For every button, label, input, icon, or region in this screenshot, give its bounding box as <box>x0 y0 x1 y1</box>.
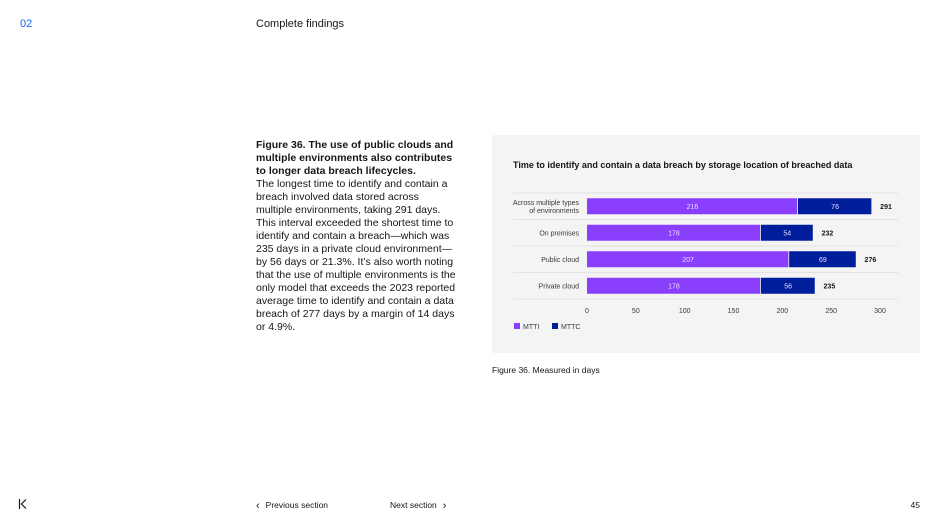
chart-panel <box>492 135 920 353</box>
chevron-left-icon: ‹ <box>256 500 260 512</box>
legend-label: MTTI <box>523 324 540 331</box>
bar-value-label: 76 <box>831 204 839 212</box>
x-tick-label: 50 <box>631 308 640 315</box>
next-section-label: Next section <box>390 500 437 510</box>
bar-total-label: 291 <box>880 204 892 212</box>
bar-value-label: 178 <box>668 230 680 238</box>
category-label: Private cloud <box>538 283 579 291</box>
category-label: On premises <box>539 230 579 238</box>
category-label: Public cloud <box>541 256 579 264</box>
x-tick-label: 250 <box>825 308 838 315</box>
x-tick-label: 200 <box>776 308 789 315</box>
bar-total-label: 232 <box>821 230 834 238</box>
bar-chart <box>492 135 920 353</box>
chevron-right-icon: › <box>442 500 447 512</box>
legend-swatch-mtti <box>514 323 520 329</box>
category-label: of environments <box>529 207 579 215</box>
bar-total-label: 276 <box>864 257 877 265</box>
x-tick-label: 300 <box>874 308 886 315</box>
bar-value-label: 216 <box>686 204 699 212</box>
legend-swatch-mttc <box>552 323 558 329</box>
x-tick-label: 0 <box>585 308 589 315</box>
x-tick-label: 100 <box>678 308 691 315</box>
chart-title: Time to identify and contain a data breach by storage location of breached data <box>513 160 853 170</box>
bar-value-label: 56 <box>784 283 793 291</box>
previous-section-label: Previous section <box>265 500 329 510</box>
bar-total-label: 235 <box>823 283 836 291</box>
previous-section-link[interactable] <box>256 500 328 512</box>
bar-value-label: 69 <box>818 257 827 265</box>
next-section-link[interactable] <box>390 500 446 512</box>
category-label: Across multiple types <box>512 199 579 207</box>
section-number: 02 <box>20 18 33 30</box>
page-number: 45 <box>910 500 920 510</box>
legend-label: MTTC <box>561 324 581 331</box>
first-page-icon[interactable] <box>18 498 28 513</box>
x-tick-label: 150 <box>727 308 740 315</box>
bar-value-label: 178 <box>668 283 680 291</box>
bar-value-label: 207 <box>682 257 694 265</box>
figure-heading: Figure 36. The use of public clouds and multiple environments also contributes to longer data breach lifecycles. <box>256 139 454 177</box>
section-title: Complete findings <box>256 18 345 30</box>
body-text <box>256 139 456 334</box>
figure-caption: Figure 36. Measured in days <box>492 365 600 375</box>
body-paragraph: The longest time to identify and contain a breach involved data stored across multiple environments, taking 291 days. This interval exceeded the shortest time to identify and contain a breach—which was 235 days in a private cloud environment—by 56 days or 21.3%. It’s also worth noting that the use of multiple environments is the only model that exceeds the 2023 reported average time to identify and contain a data breach of 277 days by a margin of 14 days or 4.9%. <box>256 178 456 333</box>
bar-value-label: 54 <box>783 230 792 238</box>
